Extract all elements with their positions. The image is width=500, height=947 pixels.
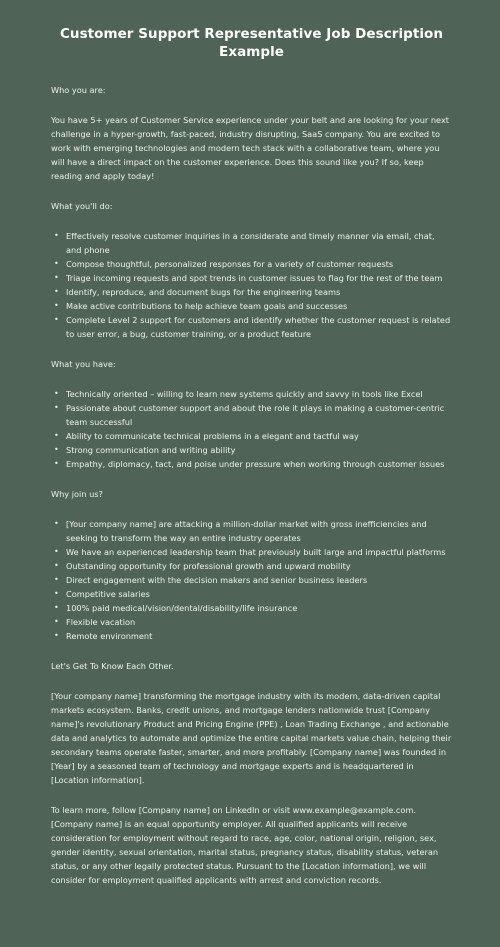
bullet-icon: • (54, 431, 59, 440)
list-item: • Strong communication and writing ability (54, 445, 236, 455)
why-join-list (51, 517, 452, 643)
why-join-heading: Why join us? (51, 489, 103, 499)
what-you-do-list (51, 229, 452, 341)
bullet-icon: • (54, 631, 59, 640)
bullet-icon: • (54, 259, 59, 268)
list-item: • Ability to communicate technical problems in a elegant and tactful way (54, 431, 359, 441)
bullet-icon: • (54, 315, 59, 324)
bullet-icon: • (54, 575, 59, 584)
list-item: • Empathy, diplomacy, tact, and poise under pressure when working through customer issues (54, 459, 445, 469)
bullet-icon: • (54, 389, 59, 398)
bullet-icon: • (54, 617, 59, 626)
get-to-know-heading: Let's Get To Know Each Other. (51, 661, 174, 671)
bullet-icon: • (54, 547, 59, 556)
equal-opportunity-statement: To learn more, follow [Company name] on LinkedIn or visit www.example@example.com. [Company name] is an equal opportunity employer. All qualified applicants will receive consideration for employment without regard to race, age, color, national origin, religion, sex, gender identity, sexual orientation, marital status, pregnancy status, disability status, veteran status, or any other legally protected status. Pursuant to the [Location information], we will consider for employment qualified applicants with arrest and conviction records. (51, 805, 439, 885)
bullet-icon: • (54, 445, 59, 454)
bullet-icon: • (54, 459, 59, 468)
bullet-icon: • (54, 589, 59, 598)
list-item: • Compose thoughtful, personalized responses for a variety of customer requests (54, 259, 394, 269)
list-item: • Triage incoming requests and spot trends in customer issues to flag for the rest of the team (54, 273, 443, 283)
list-item: • Effectively resolve customer inquiries in a considerate and timely manner via email, chat, and phone (54, 231, 435, 255)
what-you-do-heading: What you'll do: (51, 201, 113, 211)
list-item: • We have an experienced leadership team that previously built large and impactful platforms (54, 547, 446, 557)
what-you-have-heading: What you have: (51, 359, 116, 369)
bullet-icon: • (54, 231, 59, 240)
list-item: • Outstanding opportunity for professional growth and upward mobility (54, 561, 351, 571)
list-item: • 100% paid medical/vision/dental/disability/life insurance (54, 603, 298, 613)
list-item: • [Your company name] are attacking a million-dollar market with gross inefficiencies and seeking to transform the way an entire industry operates (54, 519, 427, 543)
what-you-have-list (51, 387, 452, 471)
who-you-are-heading: Who you are: (51, 85, 106, 95)
bullet-icon: • (54, 273, 59, 282)
list-item: • Identify, reproduce, and document bugs for the engineering teams (54, 287, 341, 297)
list-item: • Flexible vacation (54, 617, 136, 627)
list-item: • Make active contributions to help achieve team goals and successes (54, 301, 348, 311)
bullet-icon: • (54, 603, 59, 612)
who-you-are-text: You have 5+ years of Customer Service experience under your belt and are looking for your next challenge in a hyper-growth, fast-paced, industry disrupting, SaaS company. You are excited to work with emerging technologies and modern tech stack with a collaborative team, where you will have a direct impact on the customer experience. Does this sound like you? If so, keep reading and apply today! (51, 115, 449, 181)
bullet-icon: • (54, 519, 59, 528)
list-item: • Passionate about customer support and about the role it plays in making a customer-centric team successful (54, 403, 445, 427)
page-title: Customer Support Representative Job Description Example (59, 26, 444, 60)
list-item: • Remote environment (54, 631, 153, 641)
bullet-icon: • (54, 403, 59, 412)
bullet-icon: • (54, 561, 59, 570)
list-item: • Direct engagement with the decision makers and senior business leaders (54, 575, 368, 585)
list-item: • Complete Level 2 support for customers and identify whether the customer request is related to user error, a bug, customer training, or a product feature (54, 315, 451, 339)
company-description: [Your company name] transforming the mortgage industry with its modern, data-driven capital markets ecosystem. Banks, credit unions, and mortgage lenders nationwide trust [Company name]'s revolutionary Product and Pricing Engine (PPE) , Loan Trading Exchange , and actionable data and analytics to automate and optimize the entire capital markets value chain, helping their secondary teams operate faster, smarter, and more profitably. [Company name] was founded in [Year] by a seasoned team of technology and mortgage experts and is headquartered in [Location information]. (51, 691, 452, 785)
bullet-icon: • (54, 287, 59, 296)
list-item: • Technically oriented – willing to learn new systems quickly and savvy in tools like Excel (54, 389, 423, 399)
list-item: • Competitive salaries (54, 589, 150, 599)
bullet-icon: • (54, 301, 59, 310)
